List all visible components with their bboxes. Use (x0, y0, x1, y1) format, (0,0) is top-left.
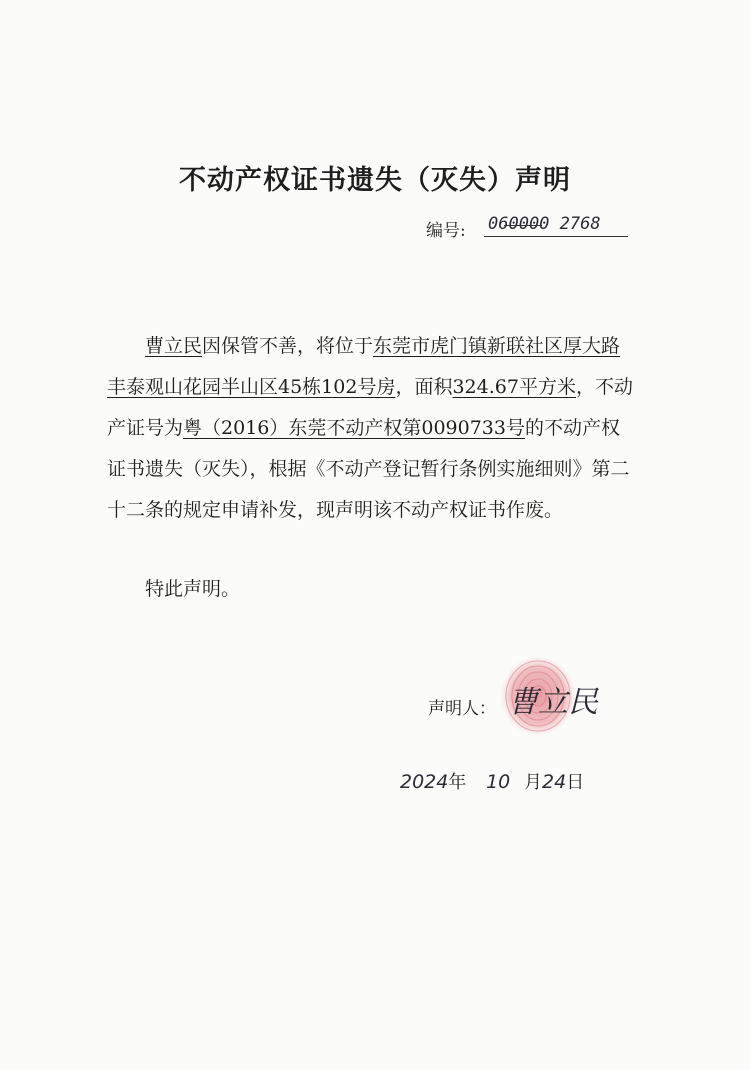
date-day: 24 (542, 771, 567, 793)
closing-statement: 特此声明。 (145, 578, 241, 600)
property-area: 324.67平方米 (452, 376, 576, 398)
handwritten-signature (504, 676, 604, 726)
date-month-unit: 月 (524, 772, 543, 793)
declarant-label: 声明人： (428, 699, 496, 719)
serial-label: 编号: (426, 221, 466, 241)
body-segment-2: ，面积 (395, 376, 453, 398)
certificate-number: 粤（2016）东莞不动产权第0090733号 (183, 417, 525, 439)
body-segment-3: ，不动产证号为 (107, 376, 633, 439)
body-segment-1: 因保管不善，将位于 (202, 335, 374, 357)
serial-number (426, 214, 628, 240)
declaration-body (107, 326, 635, 531)
serial-underline (484, 236, 628, 237)
property-address: 东莞市虎门镇新联社区厚大路丰泰观山花园半山区45栋102号房 (107, 335, 621, 398)
serial-value: 060000 2768 (488, 214, 601, 234)
document-title: 不动产权证书遗失（灭失）声明 (179, 165, 571, 196)
date-day-unit: 日 (566, 772, 585, 793)
declaration-date (400, 768, 584, 794)
declaration-paragraph (107, 326, 635, 531)
date-year: 2024 (400, 771, 449, 793)
date-month: 10 (486, 771, 511, 793)
serial-strikethrough (504, 225, 542, 226)
body-segment-4: 的不动产权证书遗失（灭失），根据《不动产登记暂行条例实施细则》第二十二条的规定申请补发，现声明该不动产权证书作废。 (107, 417, 630, 521)
declarant-name: 曹立民 (145, 335, 203, 357)
svg-text:曹立民: 曹立民 (508, 685, 598, 720)
date-year-unit: 年 (448, 772, 467, 793)
